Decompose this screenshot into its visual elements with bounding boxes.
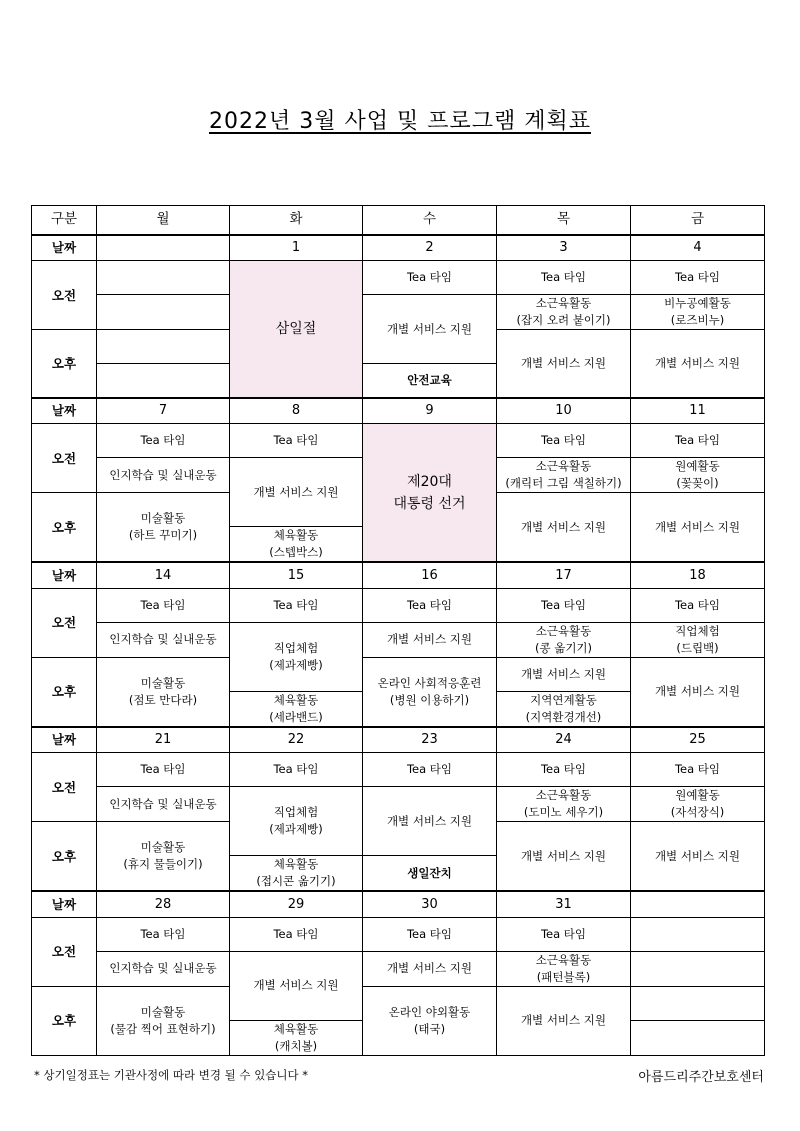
am-label: 오전 — [32, 917, 97, 986]
pm-label: 오후 — [32, 822, 97, 892]
schedule-cell: 원예활동 (꽃꽂이) — [631, 458, 765, 493]
schedule-cell: Tea 타임 — [97, 424, 230, 458]
date-cell: 16 — [363, 562, 497, 588]
date-cell: 14 — [97, 562, 230, 588]
pm-label: 오후 — [32, 330, 97, 398]
schedule-cell: 생일잔치 — [363, 856, 497, 892]
schedule-cell: 온라인 사회적응훈련 (병원 이용하기) — [363, 657, 497, 727]
schedule-cell: 안전교육 — [363, 364, 497, 398]
date-label: 날짜 — [32, 891, 97, 917]
week1-date-row — [32, 235, 765, 261]
schedule-cell — [631, 986, 765, 1020]
schedule-cell — [97, 261, 230, 295]
date-cell: 15 — [230, 562, 363, 588]
schedule-cell: 소근육활동 (캐릭터 그림 색칠하기) — [497, 458, 631, 493]
schedule-cell: 인지학습 및 실내운동 — [97, 622, 230, 657]
header-tue: 화 — [230, 206, 363, 235]
schedule-cell: Tea 타임 — [631, 753, 765, 787]
date-cell: 3 — [497, 235, 631, 261]
schedule-cell: 개별 서비스 지원 — [363, 787, 497, 856]
week2-date-row — [32, 398, 765, 424]
date-cell: 2 — [363, 235, 497, 261]
schedule-cell: Tea 타임 — [631, 261, 765, 295]
schedule-cell: 원예활동 (자석장식) — [631, 787, 765, 822]
schedule-cell: Tea 타임 — [363, 753, 497, 787]
week5-date-row — [32, 891, 765, 917]
date-cell: 21 — [97, 727, 230, 753]
footer-note: * 상기일정표는 기관사정에 따라 변경 될 수 있습니다 * — [34, 1068, 309, 1082]
schedule-cell: 개별 서비스 지원 — [631, 330, 765, 398]
schedule-table — [31, 205, 765, 1056]
date-cell: 30 — [363, 891, 497, 917]
date-cell: 23 — [363, 727, 497, 753]
date-cell — [631, 891, 765, 917]
schedule-cell: 개별 서비스 지원 — [497, 822, 631, 892]
schedule-cell: Tea 타임 — [363, 588, 497, 622]
schedule-cell: Tea 타임 — [363, 261, 497, 295]
pm-label: 오후 — [32, 986, 97, 1055]
schedule-cell: 소근육활동 (도미노 세우기) — [497, 787, 631, 822]
schedule-cell: 지역연계활동 (지역환경개선) — [497, 691, 631, 727]
schedule-cell: 개별 서비스 지원 — [497, 330, 631, 398]
schedule-cell: 개별 서비스 지원 — [363, 295, 497, 364]
schedule-cell: Tea 타임 — [97, 917, 230, 951]
am-label: 오전 — [32, 753, 97, 822]
schedule-cell: 개별 서비스 지원 — [497, 657, 631, 691]
schedule-cell: 체육활동 (스텝박스) — [230, 527, 363, 563]
header-thu: 목 — [497, 206, 631, 235]
pm-label: 오후 — [32, 493, 97, 563]
pm-label: 오후 — [32, 657, 97, 727]
schedule-cell: 직업체험 (제과제빵) — [230, 787, 363, 856]
schedule-cell — [631, 917, 765, 951]
date-cell: 29 — [230, 891, 363, 917]
schedule-cell: Tea 타임 — [497, 588, 631, 622]
schedule-cell: 개별 서비스 지원 — [631, 493, 765, 563]
week4-date-row — [32, 727, 765, 753]
date-cell: 4 — [631, 235, 765, 261]
schedule-cell: 개별 서비스 지원 — [497, 493, 631, 563]
schedule-cell: 개별 서비스 지원 — [497, 986, 631, 1055]
schedule-cell: 온라인 야외활동 (태국) — [363, 986, 497, 1055]
schedule-cell: 비누공예활동 (로즈비누) — [631, 295, 765, 330]
date-label: 날짜 — [32, 398, 97, 424]
schedule-cell: 소근육활동 (콩 옮기기) — [497, 622, 631, 657]
schedule-cell: 미술활동 (점토 만다라) — [97, 657, 230, 727]
schedule-cell: 소근육활동 (패턴블록) — [497, 951, 631, 986]
schedule-cell: 체육활동 (접시콘 옮기기) — [230, 856, 363, 892]
schedule-cell: 개별 서비스 지원 — [363, 622, 497, 657]
schedule-cell: 인지학습 및 실내운동 — [97, 787, 230, 822]
date-cell: 18 — [631, 562, 765, 588]
date-cell: 10 — [497, 398, 631, 424]
schedule-cell — [97, 330, 230, 364]
schedule-cell — [631, 1020, 765, 1055]
footer-organization: 아름드리주간보호센터 — [638, 1070, 764, 1085]
am-label: 오전 — [32, 424, 97, 493]
date-label: 날짜 — [32, 235, 97, 261]
schedule-cell: 개별 서비스 지원 — [631, 822, 765, 892]
schedule-cell: 소근육활동 (잡지 오려 붙이기) — [497, 295, 631, 330]
am-label: 오전 — [32, 261, 97, 330]
schedule-cell: Tea 타임 — [631, 588, 765, 622]
header-wed: 수 — [363, 206, 497, 235]
schedule-cell: 직업체험 (제과제빵) — [230, 622, 363, 691]
date-cell: 28 — [97, 891, 230, 917]
schedule-cell: 개별 서비스 지원 — [631, 657, 765, 727]
header-row — [32, 206, 765, 235]
schedule-cell: Tea 타임 — [497, 261, 631, 295]
schedule-cell: Tea 타임 — [631, 424, 765, 458]
schedule-cell: 체육활동 (캐치볼) — [230, 1020, 363, 1055]
schedule-cell: Tea 타임 — [230, 917, 363, 951]
am-label: 오전 — [32, 588, 97, 657]
date-cell: 17 — [497, 562, 631, 588]
schedule-cell: 직업체험 (드립백) — [631, 622, 765, 657]
schedule-cell: Tea 타임 — [497, 424, 631, 458]
week3-date-row — [32, 562, 765, 588]
holiday-cell: 삼일절 — [230, 261, 363, 398]
header-category: 구분 — [32, 206, 97, 235]
date-label: 날짜 — [32, 562, 97, 588]
date-cell: 7 — [97, 398, 230, 424]
date-cell: 9 — [363, 398, 497, 424]
header-mon: 월 — [97, 206, 230, 235]
schedule-cell — [97, 364, 230, 398]
date-cell: 1 — [230, 235, 363, 261]
schedule-cell: Tea 타임 — [363, 917, 497, 951]
schedule-cell: Tea 타임 — [230, 753, 363, 787]
date-cell: 25 — [631, 727, 765, 753]
schedule-cell: Tea 타임 — [97, 753, 230, 787]
schedule-cell: 미술활동 (물감 찍어 표현하기) — [97, 986, 230, 1055]
date-cell: 24 — [497, 727, 631, 753]
schedule-cell: 체육활동 (세라밴드) — [230, 691, 363, 727]
date-cell — [97, 235, 230, 261]
schedule-cell: Tea 타임 — [97, 588, 230, 622]
date-cell: 8 — [230, 398, 363, 424]
schedule-cell: 인지학습 및 실내운동 — [97, 458, 230, 493]
header-fri: 금 — [631, 206, 765, 235]
date-label: 날짜 — [32, 727, 97, 753]
holiday-cell: 제20대 대통령 선거 — [363, 424, 497, 563]
schedule-cell: 미술활동 (휴지 물들이기) — [97, 822, 230, 892]
date-cell: 22 — [230, 727, 363, 753]
schedule-cell: 인지학습 및 실내운동 — [97, 951, 230, 986]
schedule-cell — [97, 295, 230, 330]
schedule-cell: 개별 서비스 지원 — [230, 458, 363, 527]
date-cell: 11 — [631, 398, 765, 424]
page-title: 2022년 3월 사업 및 프로그램 계획표 — [209, 109, 591, 134]
schedule-cell: 개별 서비스 지원 — [363, 951, 497, 986]
date-cell: 31 — [497, 891, 631, 917]
schedule-cell: Tea 타임 — [230, 588, 363, 622]
schedule-cell: Tea 타임 — [497, 753, 631, 787]
schedule-cell: Tea 타임 — [230, 424, 363, 458]
schedule-cell: 미술활동 (하트 꾸미기) — [97, 493, 230, 563]
schedule-cell — [631, 951, 765, 986]
schedule-cell: Tea 타임 — [497, 917, 631, 951]
schedule-cell: 개별 서비스 지원 — [230, 951, 363, 1020]
